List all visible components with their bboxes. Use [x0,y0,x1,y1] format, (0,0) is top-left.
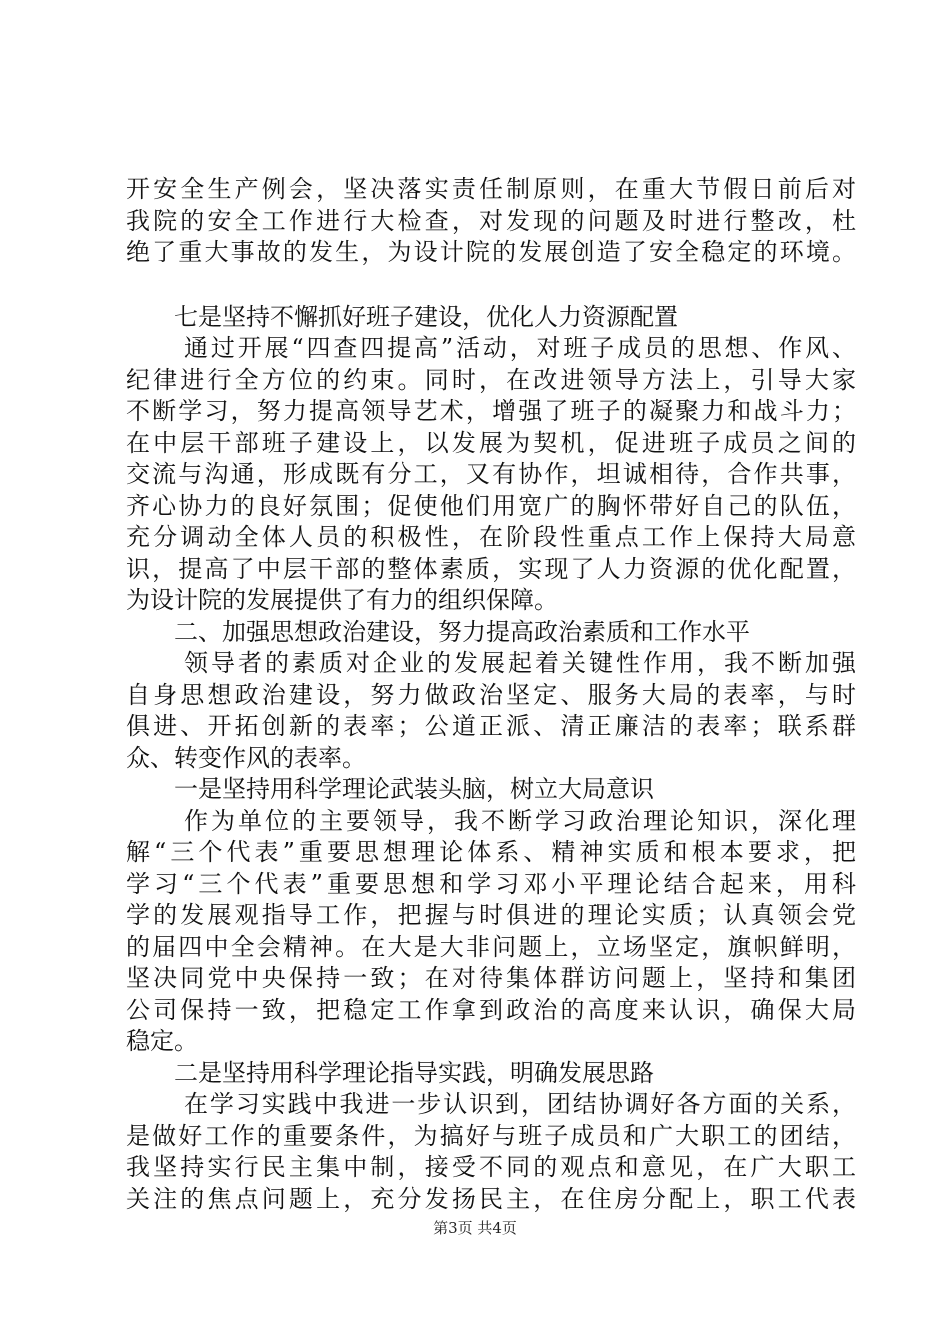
text-line: 学的发展观指导工作，把握与时俱进的理论实质；认真领会党 [126,901,856,929]
text-line: 关注的焦点问题上，充分发扬民主，在住房分配上，职工代表 [126,1184,856,1213]
section-heading: 一是坚持用科学理论武装头脑，树立大局意识 [174,775,654,803]
body-text [126,174,856,1215]
text-line: 解“三个代表”重要思想理论体系、精神实质和根本要求，把 [126,838,856,866]
section-heading: 七是坚持不懈抓好班子建设，优化人力资源配置 [174,302,678,331]
text-line: 纪律进行全方位的约束。同时，在改进领导方法上，引导大家 [126,365,856,394]
text-line: 识，提高了中层干部的整体素质，实现了人力资源的优化配置， [126,554,856,583]
page-footer [0,1218,950,1238]
text-line: 在中层干部班子建设上，以发展为契机，促进班子成员之间的 [126,428,856,457]
text-line: 领导者的素质对企业的发展起着关键性作用，我不断加强 [184,649,856,677]
section-heading: 二是坚持用科学理论指导实践，明确发展思路 [174,1058,654,1087]
text-line: 开安全生产例会，坚决落实责任制原则，在重大节假日前后对 [126,175,856,203]
text-line: 不断学习，努力提高领导艺术，增强了班子的凝聚力和战斗力； [126,397,856,425]
text-line: 的届四中全会精神。在大是大非问题上，立场坚定，旗帜鲜明， [126,932,856,961]
text-line: 众、转变作风的表率。 [126,743,366,772]
text-line: 稳定。 [126,1027,198,1055]
text-line: 交流与沟通，形成既有分工，又有协作，坦诚相待，合作共事， [126,460,856,488]
text-line: 是做好工作的重要条件，为搞好与班子成员和广大职工的团结， [126,1121,856,1150]
text-line: 在学习实践中我进一步认识到，团结协调好各方面的关系， [184,1090,856,1118]
text-line: 通过开展“四查四提高”活动，对班子成员的思想、作风、 [184,334,856,362]
text-line: 学习“三个代表”重要思想和学习邓小平理论结合起来，用科 [126,869,856,898]
text-line: 自身思想政治建设，努力做政治坚定、服务大局的表率，与时 [126,680,856,709]
paragraph-gap [126,269,856,302]
text-line: 俱进、开拓创新的表率；公道正派、清正廉洁的表率；联系群 [126,712,856,740]
page-number: 第3页 共4页 [433,1219,517,1237]
text-line: 齐心协力的良好氛围；促使他们用宽广的胸怀带好自己的队伍， [126,491,856,520]
text-line: 作为单位的主要领导，我不断学习政治理论知识，深化理 [184,806,856,835]
text-line: 充分调动全体人员的积极性，在阶段性重点工作上保持大局意 [126,523,856,551]
section-heading: 二、加强思想政治建设，努力提高政治素质和工作水平 [174,617,750,646]
text-line: 为设计院的发展提供了有力的组织保障。 [126,586,558,614]
text-line: 绝了重大事故的发生，为设计院的发展创造了安全稳定的环境。 [126,238,856,266]
text-line: 坚决同党中央保持一致；在对待集体群访问题上，坚持和集团 [126,964,856,992]
text-line: 我院的安全工作进行大检查，对发现的问题及时进行整改，杜 [126,206,856,235]
text-line: 我坚持实行民主集中制，接受不同的观点和意见，在广大职工 [126,1153,856,1181]
text-line: 公司保持一致，把稳定工作拿到政治的高度来认识，确保大局 [126,995,856,1024]
